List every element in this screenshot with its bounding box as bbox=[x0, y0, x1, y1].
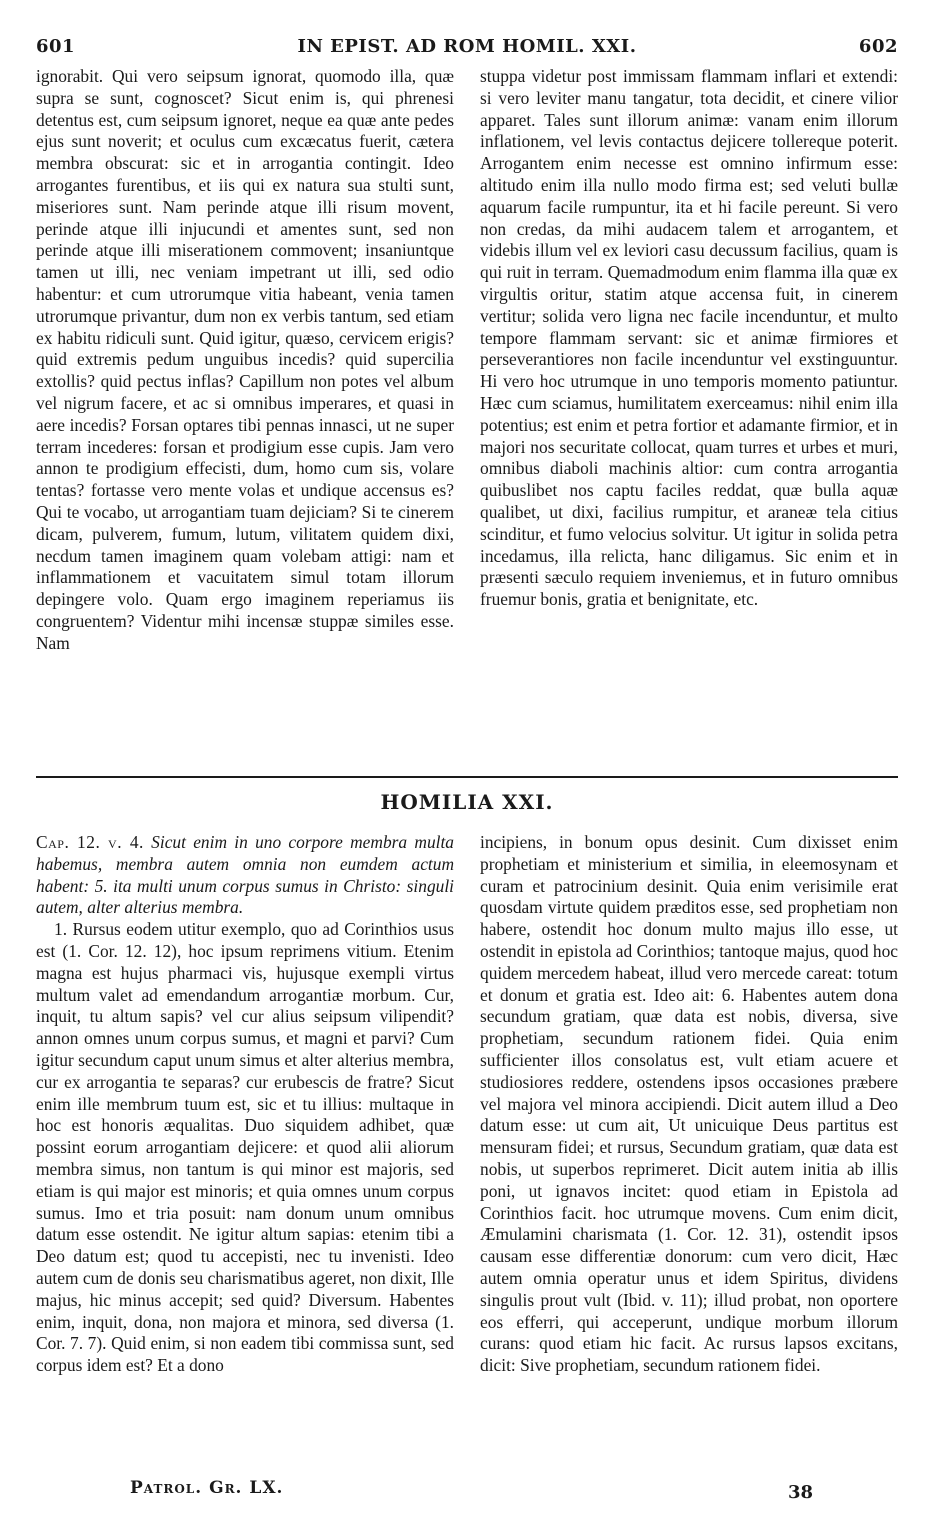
lemma-text: Sicut enim in uno corpore membra multa habemus, membra autem omnia non eumdem actum habent: 5. ita multi unum corpus sumus in Christo: singuli autem, alter alterius membra. bbox=[36, 832, 454, 918]
bottom-left-column bbox=[36, 832, 454, 1377]
chapter-verse-ref: Cap. 12. v. 4. bbox=[36, 832, 144, 852]
running-header bbox=[36, 36, 898, 62]
page-number-left: 601 bbox=[36, 36, 76, 57]
paragraph: stuppa videtur post immissam flammam inflari et extendi: si vero leviter manu tangatur, tota decidit, et cinere vilior apparet. Tales sunt illorum animæ: vanam enim illorum inflationem, vel levis contactus dejicere tollereque poterit. Arrogantem enim necesse est omnino infirmum esse: altitudo enim illa nullo modo firma est; sed veluti bullæ aquarum facile rumpuntur, ita et hi facile pereunt. Si vero non credas, da mihi audacem talem et arrogantem, et videbis illum vel ex leviori casu decussum facilius, quam is qui ruit in terram. Quemadmodum enim flamma illa quæ ex virgultis oritur, statim atque accensa fuit, in cinerem vertitur; solida vero ligna nec facile incenduntur, et multo tempore flammam servant: sic et animæ firmiores et perseverantiores non facile incenduntur vel exstinguuntur. Hi vero hoc utrumque in uno temporis momento patiuntur. Hæc cum sciamus, humilitatem exerceamus: nihil enim illa potentius; est enim et petra fortior et adamante firmior, et in majori nos securitate collocat, quam turres et urbes et muri, omnibus diaboli machinis altior: cum contra arrogantia quibuslibet nos captu faciles reddat, quæ bulla aquæ qualibet, ut dixi, facilius rumpitur, et araneæ tela citius scinditur, et fumo velocius solvitur. Ut igitur in solida petra incedamus, illa relicta, hanc diligamus. Sic enim et in præsenti sæculo requiem inveniemus, et in futuro omnibus fruemur bonis, gratia et benignitate, etc. bbox=[480, 66, 898, 610]
footer-sheet-number: 38 bbox=[788, 1482, 814, 1503]
top-right-column bbox=[480, 66, 898, 611]
scripture-lemma bbox=[36, 832, 454, 919]
running-title: IN EPIST. AD ROM HOMIL. XXI. bbox=[297, 36, 637, 57]
page-number-right: 602 bbox=[858, 36, 898, 57]
bottom-right-column bbox=[480, 832, 898, 1377]
top-left-column bbox=[36, 66, 454, 655]
section-title: HOMILIA XXI. bbox=[380, 790, 554, 814]
paragraph: 1. Rursus eodem utitur exemplo, quo ad Corinthios usus est (1. Cor. 12. 12), hoc ipsum reprimens vitium. Etenim magna est hujus pharmaci vis, hujusque exempli virtus multum valet ad emendandum arrogantiæ morbum. Cur, inquit, tu altum sapis? vel cur alius seipsum vilipendit? annon omnes unum corpus sumus, et magni et parvi? Cum igitur secundum caput unum simus et alter alterius membra, cur ex arrogantia te separas? cur erubescis de fratre? Sicut enim ille membrum tuum est, sic et tu illius: multaque in hoc est honoris æqualitas. Duo siquidem adhibet, quæ possint eorum arrogantiam dejicere: et quod alii aliorum membra simus, non tantum is qui minor est majoris, sed etiam is qui major est minoris; et quia omnes unum corpus sumus. Imo et tria posuit: nam donum unum omnibus datum esse ostendit. Ne igitur altum sapias: etenim tibi a Deo datum est; quod tu accepisti, nec tu invenisti. Ideo autem cum de donis seu charismatibus ageret, non dixit, Ille majus, hic minus accepit; sed quid? Diversum. Habentes enim, inquit, dona, non majora et minora, sed diversa (1. Cor. 7. 7). Quid enim, si non eadem tibi commissa sunt, sed corpus idem est? Et a dono bbox=[36, 919, 454, 1376]
paragraph: ignorabit. Qui vero seipsum ignorat, quomodo illa, quæ supra se sunt, cognoscet? Sicut enim is, qui phrenesi detentus est, cum seipsum ignoret, neque ea quæ ante pedes ejus sunt noverit; et oculus cum excæcatus fuerit, cætera membra obscurat: sic et in arrogantia contingit. Ideo arrogantes furentibus, et iis qui ex natura sua stulti sunt, miseriores sunt. Nam perinde atque illi risum movent, perinde atque illi injucundi et amentes sunt, sed non perinde atque illi miserationem commovent; insaniuntque tamen ut illi, nec veniam impetrant ut illi, sed odio habentur: et cum utrorumque vitia habeant, venia tamen utrorumque privantur, dum non ex verbis tantum, sed etiam ex habitu ridiculi sunt. Quid igitur, quæso, cervicem erigis? quid extremis pedum unguibus incedis? quid supercilia extollis? quid pectus inflas? Capillum non potes vel album vel nigrum facere, et ac si omnibus imperares, et quasi in aere incedis? Forsan optares tibi pennas innasci, ut ne super terram incederes: forsan et prodigium esse cupis. Jam vero annon te prodigium effecisti, dum, homo cum sis, volare tentas? fortasse vero mente volas et undique accensus es? Qui te vocabo, ut arrogantiam tuam dejiciam? Si te cinerem dicam, pulverem, fumum, lutum, vilitatem quidem dixi, necdum tamen imaginem quam volebam attigi: nam et inflammationem et vacuitatem simul totam illorum depingere volo. Quam ergo imaginem reperiamus iis congruentem? Videntur mihi incensæ stuppæ similes esse. Nam bbox=[36, 66, 454, 653]
section-divider bbox=[36, 776, 898, 778]
footer-signature: Patrol. Gr. LX. bbox=[130, 1478, 284, 1498]
paragraph: incipiens, in bonum opus desinit. Cum dixisset enim prophetiam et ministerium et similia, in eleemosynam et curam et patrocinium desinit. Quia enim verisimile erat quosdam virtute quidem præditos esse, sed prophetiam non habere, ostendit hoc donum multo majus illo esse, ut ostendit in epistola ad Corinthios; tantoque majus, quod hoc quidem mercedem habeat, illud vero mercede careat: totum et donum et gratia est. Ideo ait: 6. Habentes autem dona secundum gratiam, quæ data est nobis, diversa, sive prophetiam, secundum rationem fidei. Quia enim sufficienter illos consolatus est, vult etiam acuere et studiosiores reddere, ostendens ipsos occasiones præbere vel majora vel minora accipiendi. Dicit autem illud a Deo datum esse: ut cum ait, Ut unicuique Deus partitus est mensuram fidei; et rursus, Secundum gratiam, quæ data est nobis, ut superbos reprimeret. Dicit autem initia ab illis poni, ut ignavos incitet: quod etiam in Epistola ad Corinthios facit. hoc utrumque movens. Cum enim dicit, Æmulamini charismata (1. Cor. 12. 31), ostendit ipsos causam esse differentiæ donorum: cum vero dicit, Hæc autem omnia operatur unus et idem Spiritus, dividens singulis prout vult (Ibid. v. 11); illud probat, non oportere eos efferri, qui acceperunt, undique morbum illorum curans: quod etiam hic facit. Ac rursus lapsos excitans, dicit: Sive prophetiam, secundum rationem fidei. bbox=[480, 832, 898, 1376]
